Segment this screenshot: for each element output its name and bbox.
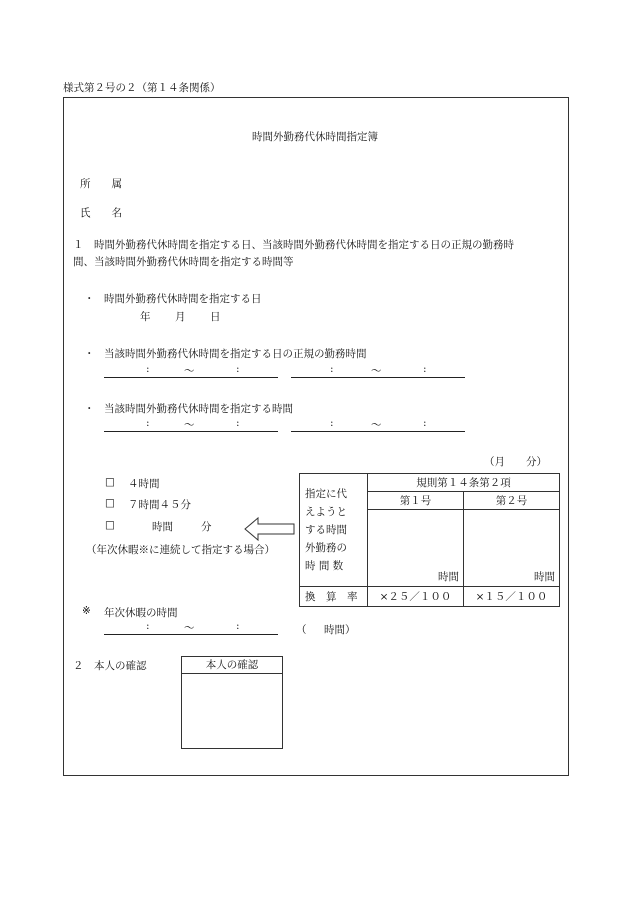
checkbox-7h45m[interactable]: □ xyxy=(105,497,115,509)
name-label: 氏 名 xyxy=(80,207,122,219)
bullet: ・ xyxy=(84,293,95,305)
confirmation-box-label: 本人の確認 xyxy=(182,657,282,674)
unit-label: 時間 xyxy=(438,571,459,583)
group-header: 規則第１４条第２項 xyxy=(368,474,560,492)
time-colon: : xyxy=(330,363,334,375)
time-tilde: 〜 xyxy=(371,419,382,431)
time-colon: : xyxy=(423,417,427,429)
date-day-label: 日 xyxy=(210,311,221,323)
hours-cell-2[interactable] xyxy=(464,510,560,587)
hours-paren-open: （ xyxy=(296,624,307,636)
time-tilde: 〜 xyxy=(371,365,382,377)
conversion-table xyxy=(299,473,560,607)
option-custom-hours: 時間 xyxy=(152,521,173,533)
row-header-cell xyxy=(300,474,368,587)
section1-heading: １ 時間外勤務代休時間を指定する日、当該時間外勤務代休時間を指定する日の正規の勤務時 xyxy=(73,239,514,251)
item2-label: 当該時間外勤務代休時間を指定する日の正規の勤務時間 xyxy=(104,348,367,360)
col-header-1: 第１号 xyxy=(368,492,464,510)
time-colon: : xyxy=(236,417,240,429)
rate-value-2: ×１５／１００ xyxy=(464,587,560,607)
hours-label: 時間） xyxy=(324,624,356,636)
bullet: ・ xyxy=(84,348,95,360)
row-header-line: 外勤務の xyxy=(305,542,347,554)
option-custom-minutes: 分 xyxy=(201,521,212,533)
annual-leave-label: 年次休暇の時間 xyxy=(104,607,178,619)
item3-label: 当該時間外勤務代休時間を指定する時間 xyxy=(104,403,293,415)
time-colon: : xyxy=(236,620,240,632)
option-7h45m-label: ７時間４５分 xyxy=(128,499,191,511)
time-colon: : xyxy=(330,417,334,429)
checkbox-custom[interactable]: □ xyxy=(105,519,115,531)
time-colon: : xyxy=(146,417,150,429)
rate-value-1: ×２５／１００ xyxy=(368,587,464,607)
consecutive-leave-note: （年次休暇※に連続して指定する場合） xyxy=(86,544,275,556)
row-header-line: えようと xyxy=(305,506,347,518)
affiliation-label: 所 属 xyxy=(80,178,122,190)
time-colon: : xyxy=(423,363,427,375)
left-arrow-icon xyxy=(244,516,296,542)
time-colon: : xyxy=(236,363,240,375)
item1-label: 時間外勤務代休時間を指定する日 xyxy=(104,293,262,305)
page-title: 時間外勤務代休時間指定簿 xyxy=(252,131,378,143)
section2-heading: ２ 本人の確認 xyxy=(73,660,147,672)
bullet: ・ xyxy=(84,403,95,415)
option-4h-label: ４時間 xyxy=(128,478,160,490)
time-colon: : xyxy=(146,620,150,632)
date-month-label: 月 xyxy=(175,311,186,323)
section1-heading-cont: 間、当該時間外勤務代休時間を指定する時間等 xyxy=(73,256,294,268)
form-reference: 様式第２号の２（第１４条関係） xyxy=(63,82,221,94)
row-header-line: 時 間 数 xyxy=(305,560,344,572)
confirmation-box[interactable] xyxy=(181,656,283,749)
form-frame xyxy=(63,97,569,776)
time-tilde: 〜 xyxy=(184,365,195,377)
time-colon: : xyxy=(146,363,150,375)
time-tilde: 〜 xyxy=(184,622,195,634)
hours-cell-1[interactable] xyxy=(368,510,464,587)
note-mark: ※ xyxy=(82,605,91,617)
checkbox-4h[interactable]: □ xyxy=(105,476,115,488)
date-year-label: 年 xyxy=(140,311,151,323)
time-tilde: 〜 xyxy=(184,419,195,431)
row-header-line: 指定に代 xyxy=(305,488,347,500)
row-header-line: する時間 xyxy=(305,524,347,536)
unit-label: 時間 xyxy=(534,571,555,583)
month-minute-note: （月 分） xyxy=(484,456,547,468)
rate-label: 換 算 率 xyxy=(300,587,368,607)
col-header-2: 第２号 xyxy=(464,492,560,510)
